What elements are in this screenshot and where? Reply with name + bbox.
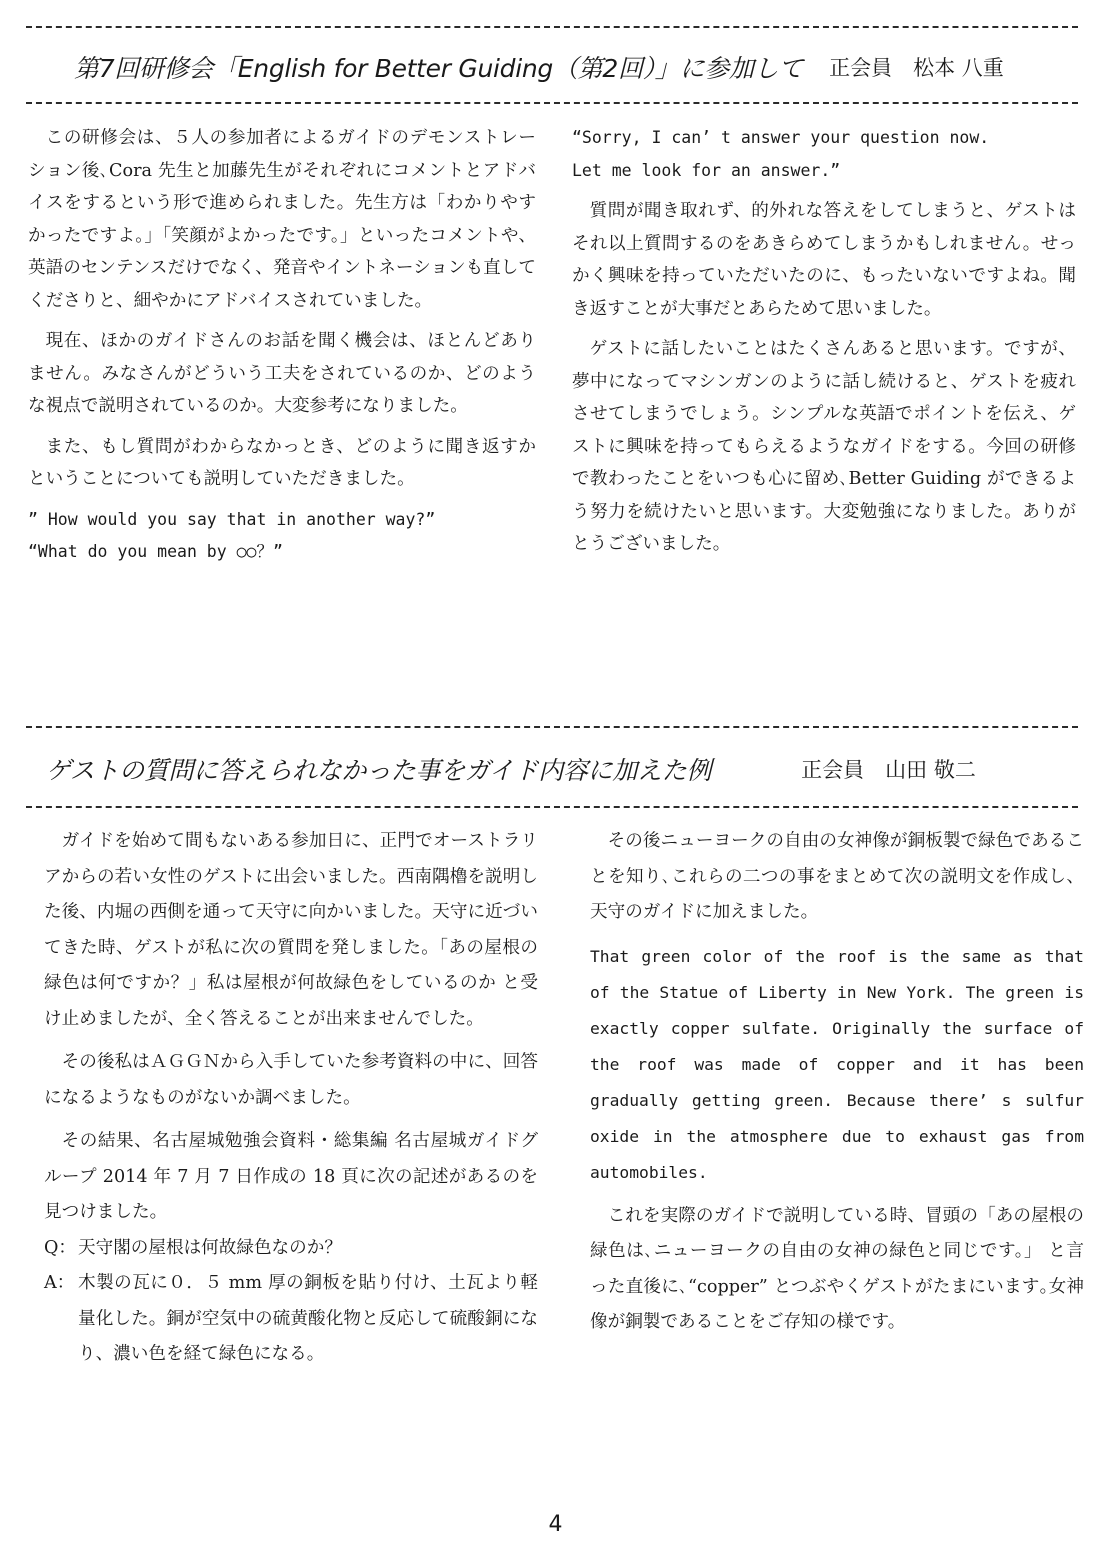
answer-label: A： xyxy=(44,1273,75,1293)
answer-text: 木製の瓦に０．５ mm 厚の銅板を貼り付け、土瓦より軽量化した。銅が空気中の硫黄酸化物と反応して硫酸銅になり、濃い色を経て緑色になる。 xyxy=(78,1273,538,1364)
article2-header xyxy=(26,742,1078,796)
paragraph: これを実際のガイドで説明している時、冒頭の「あの屋根の緑色は､ニューヨークの自由の女神の緑色と同じです。」 と言った直後に､“copper” とつぶやくゲストがたまにいます｡女神像が銅製であることをご存知の様です。 xyxy=(590,1205,1084,1332)
dashed-rule xyxy=(26,726,1078,728)
paragraph: 現在、ほかのガイドさんのお話を聞く機会は、ほとんどありません。みなさんがどういう工夫をされているのか、どのような視点で説明されているのか。大変参考になりました。 xyxy=(28,331,536,416)
question-item xyxy=(44,1231,538,1267)
english-example xyxy=(28,504,536,569)
english-line: “Sorry, I can’ t answer your question now. xyxy=(572,128,990,147)
question-text: 天守閣の屋根は何故緑色なのか？ xyxy=(78,1237,342,1258)
article1-header xyxy=(26,40,1078,94)
article1-left-column xyxy=(28,122,536,569)
paragraph: その後私はＡＧＧＮから入手していた参考資料の中に、回答になるようなものがないか調べました。 xyxy=(44,1052,538,1108)
article2-left-column xyxy=(44,824,538,1373)
article1-right-column xyxy=(572,122,1076,569)
paragraph: ゲストに話したいことはたくさんあると思います。ですが、夢中になってマシンガンのように話し続けると、ゲストを疲れさせてしまうでしょう。シンプルな英語でポイントを伝え、ゲストに興味を持ってもらえるようなガイドをする。今回の研修で教わったことをいつも心に留め､Better Guiding ができるよう努力を続けたいと思います。大変勉強になりました。ありがとうございました。 xyxy=(572,339,1076,554)
article2-title: ゲストの質問に答えられなかった事をガイド内容に加えた例 xyxy=(46,756,712,785)
english-passage: That green color of the roof is the same as that of the Statue of Liberty in New York. The green is exactly copper sulfate. Originally the surface of the roof was made of copper and it has been gradually getting green. Because there’ s sulfur oxide in the atmosphere due to exhaust gas from automobiles. xyxy=(590,946,1084,1182)
english-line: “What do you mean by ○○？” xyxy=(28,542,283,561)
paragraph: その後ニューヨークの自由の女神像が銅板製で緑色であることを知り､これらの二つの事をまとめて次の説明文を作成し、天守のガイドに加えました。 xyxy=(590,831,1084,922)
paragraph: その結果、名古屋城勉強会資料・総集編 名古屋城ガイドグループ 2014 年 7 月 7 日作成の 18 頁に次の記述があるのを見つけました。 xyxy=(44,1131,538,1222)
page-number: 4 xyxy=(548,1512,563,1537)
english-example xyxy=(572,122,1076,187)
dashed-rule xyxy=(26,102,1078,104)
paragraph: この研修会は、５人の参加者によるガイドのデモンストレーション後､Cora 先生と加藤先生がそれぞれにコメントとアドバイスをするという形で進められました。先生方は「わかりやすかったですよ。」「笑顔がよかったです。」といったコメントや、英語のセンテンスだけでなく、発音やイントネーションも直してくださりと、細やかにアドバイスされていました。 xyxy=(28,128,536,311)
question-label: Q： xyxy=(44,1237,77,1258)
english-line: Let me look for an answer.” xyxy=(572,160,841,180)
answer-item xyxy=(44,1266,538,1373)
paragraph: 質問が聞き取れず、的外れな答えをしてしまうと、ゲストはそれ以上質問するのをあきらめてしまうかもしれません。せっかく興味を持っていただいたのに、もったいないですよね。聞き返すことが大事だとあらためて思いました。 xyxy=(572,201,1076,319)
dashed-rule xyxy=(26,806,1078,808)
dashed-rule xyxy=(26,26,1078,28)
article2-right-column xyxy=(590,824,1084,1349)
article1-title: 第7回研修会「English for Better Guiding（第2回）」に参加して xyxy=(74,54,804,83)
english-line: ” How would you say that in another way?” xyxy=(28,509,436,529)
article2-author: 正会員 山田 敬二 xyxy=(801,758,976,782)
paragraph: また、もし質問がわからなかっとき、どのように聞き返すかということについても説明していただきました。 xyxy=(28,436,536,489)
article1-author: 正会員 松本 八重 xyxy=(829,56,1004,80)
paragraph: ガイドを始めて間もないある参加日に、正門でオーストラリアからの若い女性のゲストに出会いました。西南隅櫓を説明した後、内堀の西側を通って天守に向かいました。天守に近づいてきた時、ゲストが私に次の質問を発しました。「あの屋根の緑色は何ですか？」私は屋根が何故緑色をしているのか と受け止めましたが、全く答えることが出来ませんでした。 xyxy=(44,831,538,1029)
